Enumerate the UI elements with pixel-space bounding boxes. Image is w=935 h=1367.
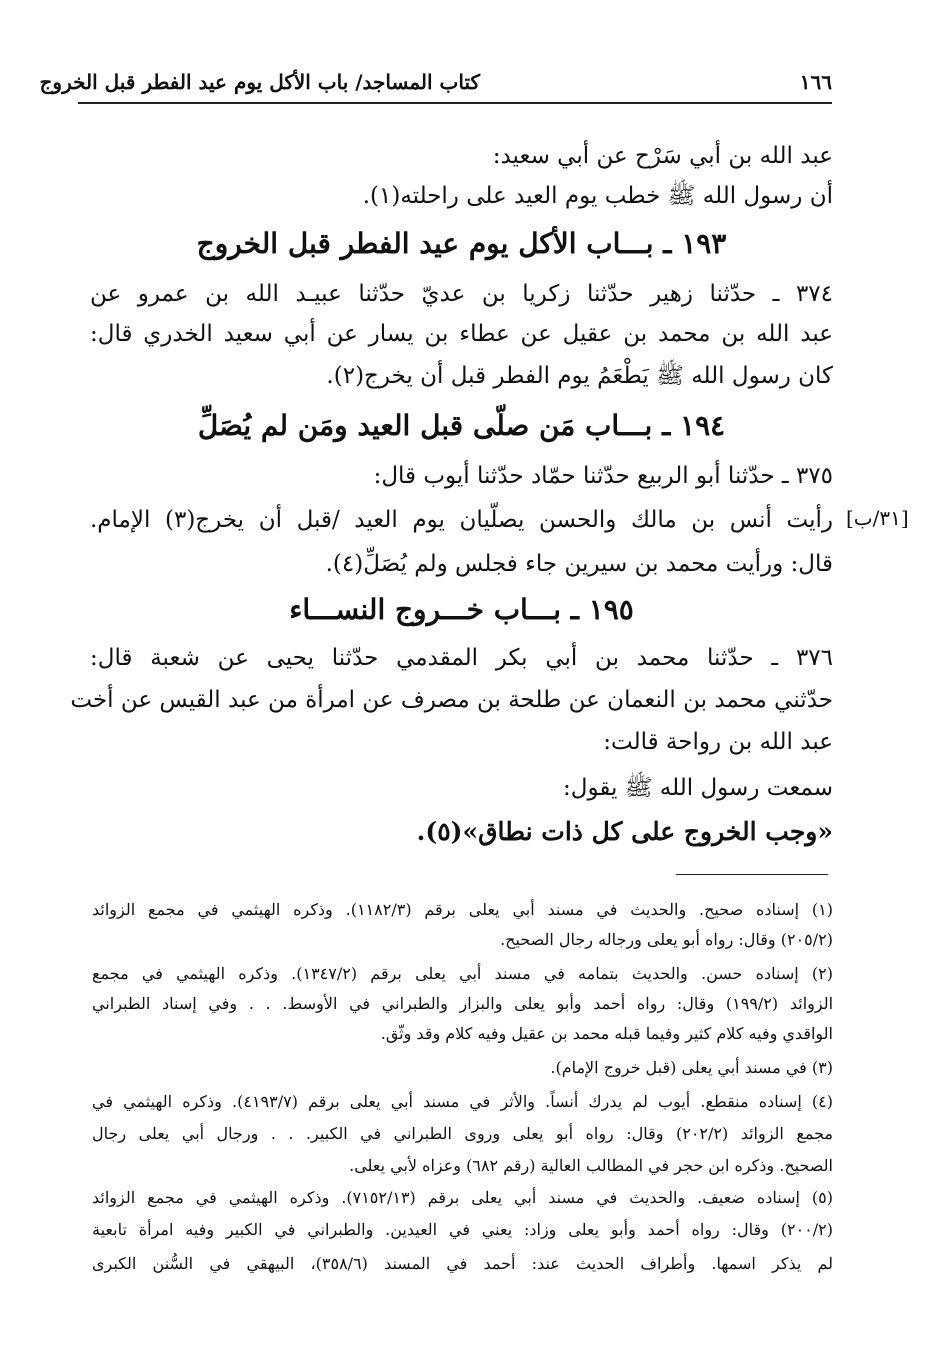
footnote-4-line-3: الصحيح. وذكره ابن حجر في المطالب العالية (رقم ٦٨٢) وعزاه لأبي يعلى. <box>349 1156 833 1175</box>
body-line-chain-376: حدّثني محمد بن النعمان عن طلحة بن مصرف عن امرأة من عبد القيس عن أخت <box>70 687 833 713</box>
body-line-hadith-376: ٣٧٦ ـ حدّثنا محمد بن أبي بكر المقدمي حدّثنا يحيى عن شعبة قال: <box>90 645 833 671</box>
body-line-chain-376-end: عبد الله بن رواحة قالت: <box>603 729 833 755</box>
body-line-hadith-374: ٣٧٤ ـ حدّثنا زهير حدّثنا زكريا بن عديّ حدّثنا عبيـد الله بن عمرو عن <box>90 281 833 307</box>
footnote-4-line-2: مجمع الزوائد (٢٠٢/٢) وقال: رواه أبو يعلى وروى الطبراني في الكبير. . . ورجال أبي يعلى رجال <box>92 1124 833 1143</box>
running-header <box>39 66 832 104</box>
body-line-hadith-375: ٣٧٥ ـ حدّثنا أبو الربيع حدّثنا حمّاد حدّثنا أيوب قال: <box>373 463 833 489</box>
footnote-5-line-1: (٥) إسناده ضعيف. والحديث في مسند أبي يعلى برقم (٧١٥٢/١٣). وذكره الهيثمي في مجمع الزوائد <box>92 1188 833 1207</box>
body-line-matn-375: رأيت أنس بن مالك والحسن يصلّيان يوم العيد /قبل أن يخرج(٣) الإمام. <box>90 507 833 533</box>
footnote-separator <box>676 874 828 875</box>
body-line-matn-374: كان رسول الله ﷺ يَطْعَمُ يوم الفطر قبل أن يخرج(٢). <box>326 363 833 389</box>
chapter-heading-193: ١٩٣ ـ بـــاب الأكل يوم عيد الفطر قبل الخروج <box>196 227 727 260</box>
footnote-5-line-3: لم يذكر اسمها. وأطراف الحديث عند: أحمد في المسند (٣٥٨/٦)، البيهقي في السُّنن الكبرى <box>92 1254 834 1273</box>
running-title: كتاب المساجد/ باب الأكل يوم عيد الفطر قبل الخروج <box>39 70 480 94</box>
body-line-chain-374: عبد الله بن محمد بن عقيل عن عطاء بن يسار عن أبي سعيد الخدري قال: <box>90 321 833 347</box>
footnote-1-line-2: (٢٠٥/٢) وقال: رواه أبو يعلى ورجاله رجال الصحيح. <box>500 930 833 949</box>
chapter-heading-195: ١٩٥ ـ بـــاب خـــروج النســـاء <box>289 593 634 626</box>
body-line-qala-375: قال: ورأيت محمد بن سيرين جاء فجلس ولم يُصَلِّ(٤). <box>325 551 833 577</box>
manuscript-folio-marker: [٣١/ب] <box>846 506 909 530</box>
footnote-1-line-1: (١) إسناده صحيح. والحديث في مسند أبي يعلى برقم (١١٨٢/٣). وذكره الهيثمي في مجمع الزوائد <box>92 900 833 919</box>
footnote-2-line-2: الزوائد (١٩٩/٢) وقال: رواه أحمد وأبو يعلى والبزار والطبراني في الأوسط. . . وفي إسناد الطبراني <box>92 994 834 1013</box>
footnote-2-line-3: الواقدي وفيه كلام كثير وفيما قبله محمد بن عقيل وفيه كلام وقد وثّق. <box>380 1024 833 1043</box>
footnote-4-line-1: (٤) إسناده منقطع. أيوب لم يدرك أنساً. والأثر في مسند أبي يعلى برقم (٤١٩٣/٧). وذكره الهيثمي في <box>92 1092 834 1111</box>
body-line-quote: «وجب الخروج على كل ذات نطاق»(٥). <box>416 817 833 846</box>
footnote-2-line-1: (٢) إسناده حسن. والحديث بتمامه في مسند أبي يعلى برقم (١٣٤٧/٢). وذكره الهيثمي في مجمع <box>92 964 833 983</box>
chapter-heading-194: ١٩٤ ـ بـــاب مَن صلّى قبل العيد ومَن لم يُصَلِّ <box>197 409 726 442</box>
footnote-3: (٣) في مسند أبي يعلى (قبل خروج الإمام). <box>550 1058 833 1077</box>
body-line-sami-tu: سمعت رسول الله ﷺ يقول: <box>563 775 833 801</box>
page-number: ١٦٦ <box>799 70 832 94</box>
body-line-2: أن رسول الله ﷺ خطب يوم العيد على راحلته(١). <box>362 183 833 209</box>
footnote-5-line-2: (٢٠٠/٢) وقال: رواه أحمد وأبو يعلى وزاد: يعني في العيدين. والطبراني في الكبير وفيه امرأة تابعية <box>92 1220 833 1239</box>
body-line-1: عبد الله بن أبي سَرْح عن أبي سعيد: <box>492 143 833 169</box>
